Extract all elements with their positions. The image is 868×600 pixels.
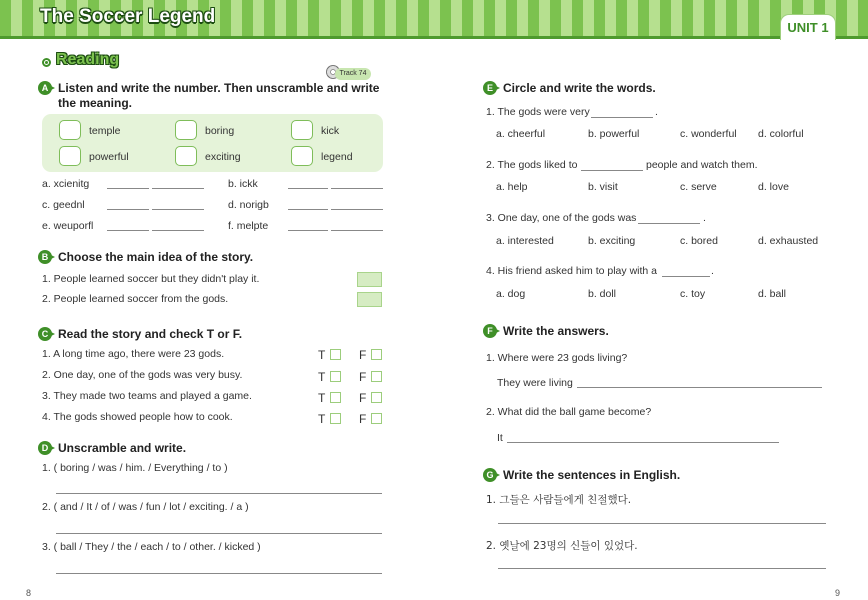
answer-line[interactable]: [288, 230, 328, 231]
word-exciting: exciting: [205, 151, 241, 163]
scramble-item: a. xcienitg: [42, 178, 90, 190]
answer-line[interactable]: [577, 387, 822, 388]
true-checkbox[interactable]: [330, 413, 341, 424]
korean-sentence: 1. 그들은 사람들에게 친절했다.: [486, 494, 632, 506]
section-e-badge: E: [483, 81, 497, 95]
section-f-badge: F: [483, 324, 497, 338]
false-label: F: [359, 391, 367, 405]
scramble-item: b. ickk: [228, 178, 258, 190]
answer-line[interactable]: [581, 170, 643, 171]
option-a[interactable]: a. cheerful: [496, 128, 546, 140]
answer-line[interactable]: [107, 209, 149, 210]
main-idea-option: 2. People learned soccer from the gods.: [42, 293, 229, 305]
option-b[interactable]: b. powerful: [588, 128, 640, 140]
answer-line[interactable]: [662, 276, 710, 277]
section-f-instruction: Write the answers.: [503, 324, 609, 338]
unscramble-item: 1. ( boring / was / him. / Everything / to ): [42, 462, 228, 474]
number-box[interactable]: [291, 120, 313, 140]
question-text: 4. His friend asked him to play with a: [486, 265, 657, 277]
section-d-badge: D: [38, 441, 52, 455]
answer-line[interactable]: [498, 568, 826, 569]
question-end: .: [655, 106, 658, 118]
option-d[interactable]: d. ball: [758, 288, 787, 300]
section-c-badge: C: [38, 327, 52, 341]
tf-statement: 4. The gods showed people how to cook.: [42, 411, 233, 423]
number-box[interactable]: [175, 120, 197, 140]
answer-line[interactable]: [152, 209, 204, 210]
main-idea-option: 1. People learned soccer but they didn't play it.: [42, 273, 260, 285]
question-text: 2. The gods liked to: [486, 159, 578, 171]
false-checkbox[interactable]: [371, 349, 382, 360]
true-checkbox[interactable]: [330, 371, 341, 382]
section-b-instruction: Choose the main idea of the story.: [58, 250, 254, 264]
answer-line[interactable]: [152, 188, 204, 189]
bullet-icon: [42, 58, 51, 67]
answer-line[interactable]: [56, 573, 382, 574]
option-c[interactable]: c. wonderful: [680, 128, 737, 140]
number-box[interactable]: [291, 146, 313, 166]
answer-line[interactable]: [498, 523, 826, 524]
question-end: .: [711, 265, 714, 277]
question-text: 2. What did the ball game become?: [486, 406, 652, 418]
unscramble-item: 2. ( and / It / of / was / fun / lot / exciting. / a ): [42, 501, 249, 513]
section-g-instruction: Write the sentences in English.: [503, 468, 681, 482]
answer-line[interactable]: [288, 188, 328, 189]
true-label: T: [318, 348, 326, 362]
option-a[interactable]: a. help: [496, 181, 528, 193]
answer-line[interactable]: [56, 493, 382, 494]
number-box[interactable]: [59, 146, 81, 166]
question-end: .: [703, 212, 706, 224]
section-a-instruction-cont: the meaning.: [58, 96, 133, 110]
false-label: F: [359, 412, 367, 426]
answer-line[interactable]: [107, 188, 149, 189]
section-a-instruction: Listen and write the number. Then unscramble and write: [58, 81, 380, 95]
false-checkbox[interactable]: [371, 371, 382, 382]
section-g-badge: G: [483, 468, 497, 482]
option-b[interactable]: b. exciting: [588, 235, 636, 247]
answer-line[interactable]: [331, 188, 383, 189]
unit-tab: UNIT 1: [780, 14, 836, 40]
true-label: T: [318, 370, 326, 384]
false-checkbox[interactable]: [371, 413, 382, 424]
answer-line[interactable]: [507, 442, 779, 443]
number-box[interactable]: [59, 120, 81, 140]
question-text: 3. One day, one of the gods was: [486, 212, 637, 224]
answer-prompt: It: [497, 432, 503, 444]
word-kick: kick: [321, 125, 340, 137]
option-b[interactable]: b. doll: [588, 288, 617, 300]
section-c-instruction: Read the story and check T or F.: [58, 327, 243, 341]
section-e-instruction: Circle and write the words.: [503, 81, 656, 95]
true-checkbox[interactable]: [330, 392, 341, 403]
answer-line[interactable]: [331, 230, 383, 231]
page-number-right: 9: [835, 588, 841, 598]
section-a-badge: A: [38, 81, 52, 95]
tf-statement: 1. A long time ago, there were 23 gods.: [42, 348, 225, 360]
true-label: T: [318, 412, 326, 426]
true-checkbox[interactable]: [330, 349, 341, 360]
word-powerful: powerful: [89, 151, 129, 163]
option-a[interactable]: a. interested: [496, 235, 554, 247]
section-d-instruction: Unscramble and write.: [58, 441, 187, 455]
option-a[interactable]: a. dog: [496, 288, 526, 300]
answer-line[interactable]: [288, 209, 328, 210]
number-box[interactable]: [175, 146, 197, 166]
choice-box[interactable]: [357, 292, 382, 307]
tf-statement: 3. They made two teams and played a game.: [42, 390, 252, 402]
option-c[interactable]: c. bored: [680, 235, 718, 247]
section-b-badge: B: [38, 250, 52, 264]
track-badge[interactable]: Track 74: [335, 68, 371, 80]
option-d[interactable]: d. love: [758, 181, 789, 193]
answer-line[interactable]: [638, 223, 700, 224]
false-checkbox[interactable]: [371, 392, 382, 403]
false-label: F: [359, 370, 367, 384]
scramble-item: c. geednl: [42, 199, 85, 211]
answer-line[interactable]: [152, 230, 204, 231]
option-b[interactable]: b. visit: [588, 181, 618, 193]
page-title: The Soccer Legend: [40, 6, 216, 27]
answer-line[interactable]: [591, 117, 653, 118]
tf-statement: 2. One day, one of the gods was very busy.: [42, 369, 243, 381]
answer-line[interactable]: [56, 533, 382, 534]
question-end: people and watch them.: [646, 159, 758, 171]
true-label: T: [318, 391, 326, 405]
option-c[interactable]: c. toy: [680, 288, 706, 300]
korean-sentence: 2. 옛날에 23명의 신들이 있었다.: [486, 540, 638, 552]
reading-heading: Reading: [56, 51, 120, 68]
scramble-item: d. norigb: [228, 199, 269, 211]
unscramble-item: 3. ( ball / They / the / each / to / other. / kicked ): [42, 541, 261, 553]
option-d[interactable]: d. colorful: [758, 128, 804, 140]
answer-line[interactable]: [107, 230, 149, 231]
answer-prompt: They were living: [497, 377, 573, 389]
word-boring: boring: [205, 125, 235, 137]
answer-line[interactable]: [331, 209, 383, 210]
page-number-left: 8: [26, 588, 32, 598]
false-label: F: [359, 348, 367, 362]
option-c[interactable]: c. serve: [680, 181, 717, 193]
word-box: [42, 114, 383, 172]
choice-box[interactable]: [357, 272, 382, 287]
option-d[interactable]: d. exhausted: [758, 235, 819, 247]
scramble-item: f. melpte: [228, 220, 269, 232]
scramble-item: e. weuporfl: [42, 220, 94, 232]
word-temple: temple: [89, 125, 121, 137]
question-text: 1. The gods were very: [486, 106, 590, 118]
header-divider: [0, 36, 868, 39]
question-text: 1. Where were 23 gods living?: [486, 352, 628, 364]
word-legend: legend: [321, 151, 353, 163]
